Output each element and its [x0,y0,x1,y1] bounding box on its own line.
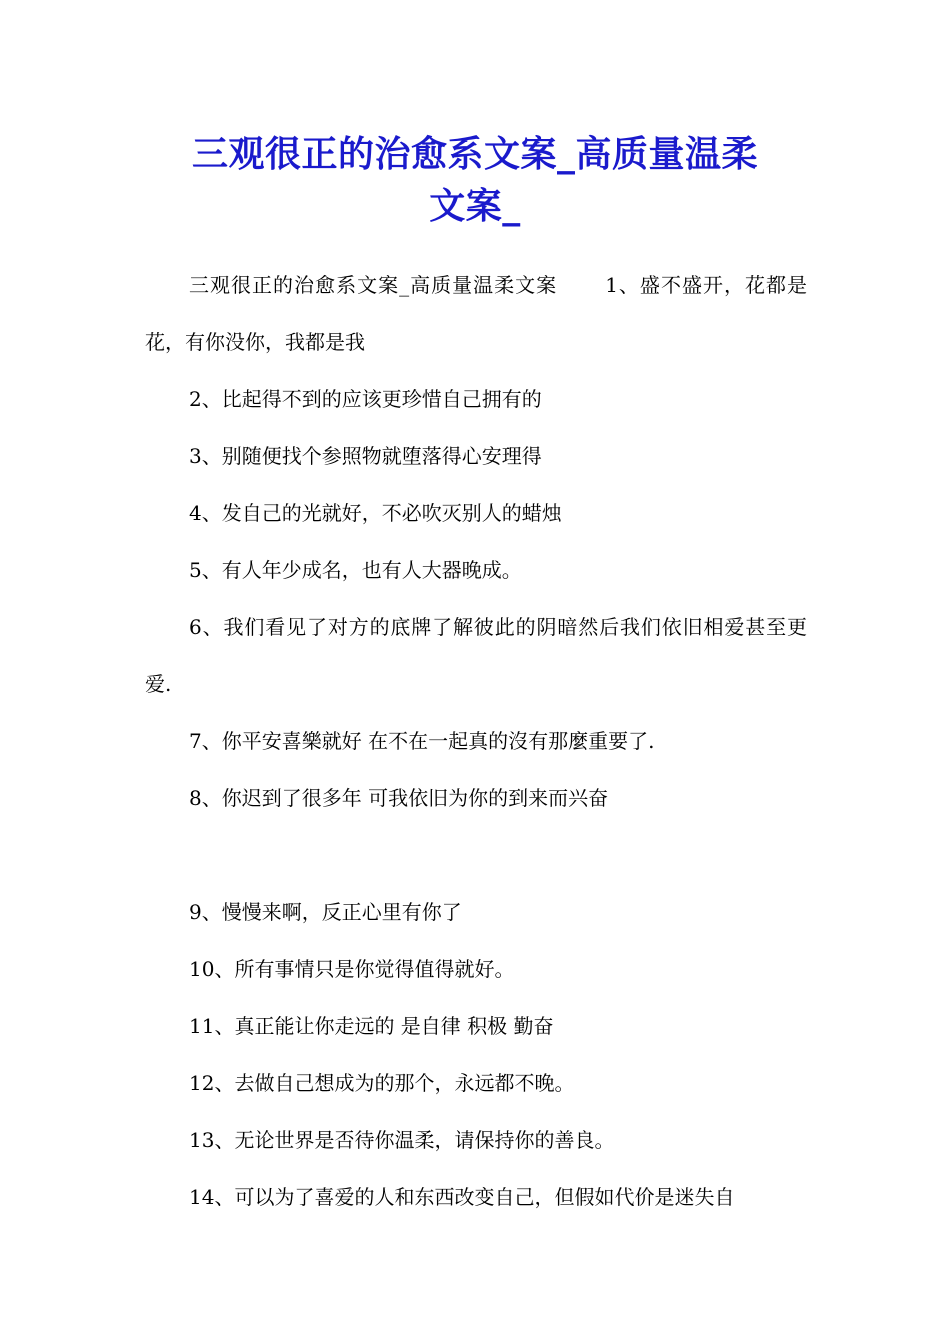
document-title [140,128,810,232]
paragraph-intro-item-1 [145,257,807,371]
list-item: 7、你平安喜樂就好 在不在一起真的沒有那麼重要了. [189,729,655,753]
list-item: 12、去做自己想成为的那个，永远都不晚。 [189,1071,575,1095]
blank-line [145,827,807,884]
list-item: 6、我们看见了对方的底牌了解彼此的阴暗然后我们依旧相爱甚至更爱. [145,615,807,696]
list-item: 10、所有事情只是你觉得值得就好。 [189,957,515,981]
intro-text: 三观很正的治愈系文案_高质量温柔文案 [189,273,558,297]
list-item: 9、慢慢来啊，反正心里有你了 [189,900,462,924]
list-item: 4、发自己的光就好，不必吹灭别人的蜡烛 [189,501,562,525]
list-item: 2、比起得不到的应该更珍惜自己拥有的 [189,387,542,411]
list-item: 13、无论世界是否待你温柔，请保持你的善良。 [189,1128,615,1152]
list-item: 3、别随便找个参照物就堕落得心安理得 [189,444,542,468]
document-body [145,257,807,1226]
list-item: 5、有人年少成名，也有人大器晚成。 [189,558,522,582]
list-item: 14、可以为了喜爱的人和东西改变自己，但假如代价是迷失自 [189,1185,735,1209]
list-item: 1、盛不盛开，花都是花，有你没你，我都是我 [145,273,808,354]
title-line-2: 文案_ [429,185,521,227]
list-item: 8、你迟到了很多年 可我依旧为你的到来而兴奋 [189,786,609,810]
title-line-1: 三观很正的治愈系文案_高质量温柔 [191,133,758,175]
list-item: 11、真正能让你走远的 是自律 积极 勤奋 [189,1014,554,1038]
